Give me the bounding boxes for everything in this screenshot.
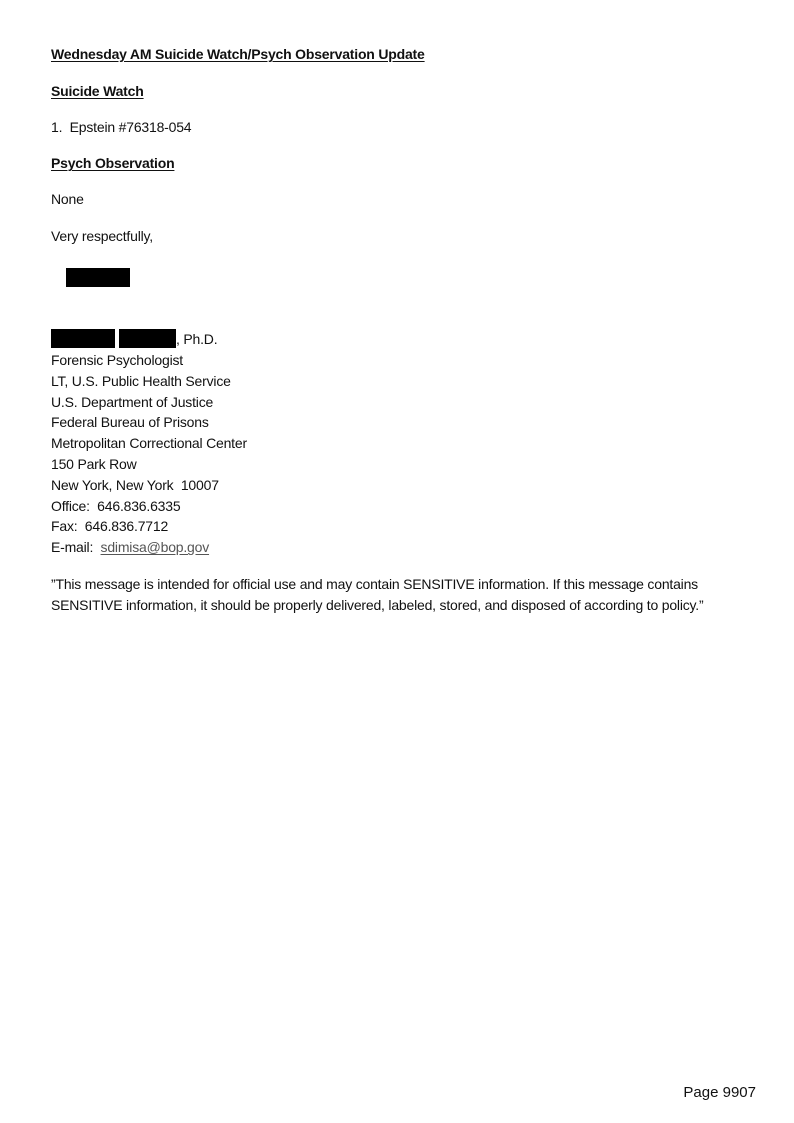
signature-redaction-row xyxy=(51,247,741,309)
signature-city: New York, New York 10007 xyxy=(51,476,219,493)
email-label: E-mail: xyxy=(51,539,101,556)
signature-title: Forensic Psychologist xyxy=(51,351,183,368)
signature-street: 150 Park Row xyxy=(51,455,137,472)
psych-observation-body: None xyxy=(51,191,84,208)
email-link[interactable]: sdimisa@bop.gov xyxy=(100,539,210,556)
page-number: Page 9907 xyxy=(683,1084,756,1101)
redaction-block xyxy=(66,268,130,287)
signature-facility: Metropolitan Correctional Center xyxy=(51,435,247,452)
signature-fax: Fax: 646.836.7712 xyxy=(51,518,169,535)
disclaimer-text: ”This message is intended for official use and may contain SENSITIVE information. If this message contains SENSITIVE information, it should be properly delivered, labeled, stored, and disposed of according to policy.” xyxy=(51,575,704,613)
suicide-watch-item: 1. Epstein #76318-054 xyxy=(51,118,192,135)
closing-text: Very respectfully, xyxy=(51,227,153,244)
signature-rank: LT, U.S. Public Health Service xyxy=(51,372,231,389)
subject-heading: Wednesday AM Suicide Watch/Psych Observation Update xyxy=(51,46,425,62)
credential-suffix: , Ph.D. xyxy=(176,331,218,348)
signature-email-line xyxy=(51,537,741,558)
signature-department: U.S. Department of Justice xyxy=(51,393,214,410)
psych-observation-heading: Psych Observation xyxy=(51,155,175,172)
signature-bureau: Federal Bureau of Prisons xyxy=(51,414,209,431)
suicide-watch-heading: Suicide Watch xyxy=(51,82,144,99)
signature-name-line xyxy=(51,329,741,350)
redaction-block xyxy=(119,329,176,348)
document-body xyxy=(51,44,741,616)
signature-office-phone: Office: 646.836.6335 xyxy=(51,497,181,514)
redaction-block xyxy=(51,329,115,348)
